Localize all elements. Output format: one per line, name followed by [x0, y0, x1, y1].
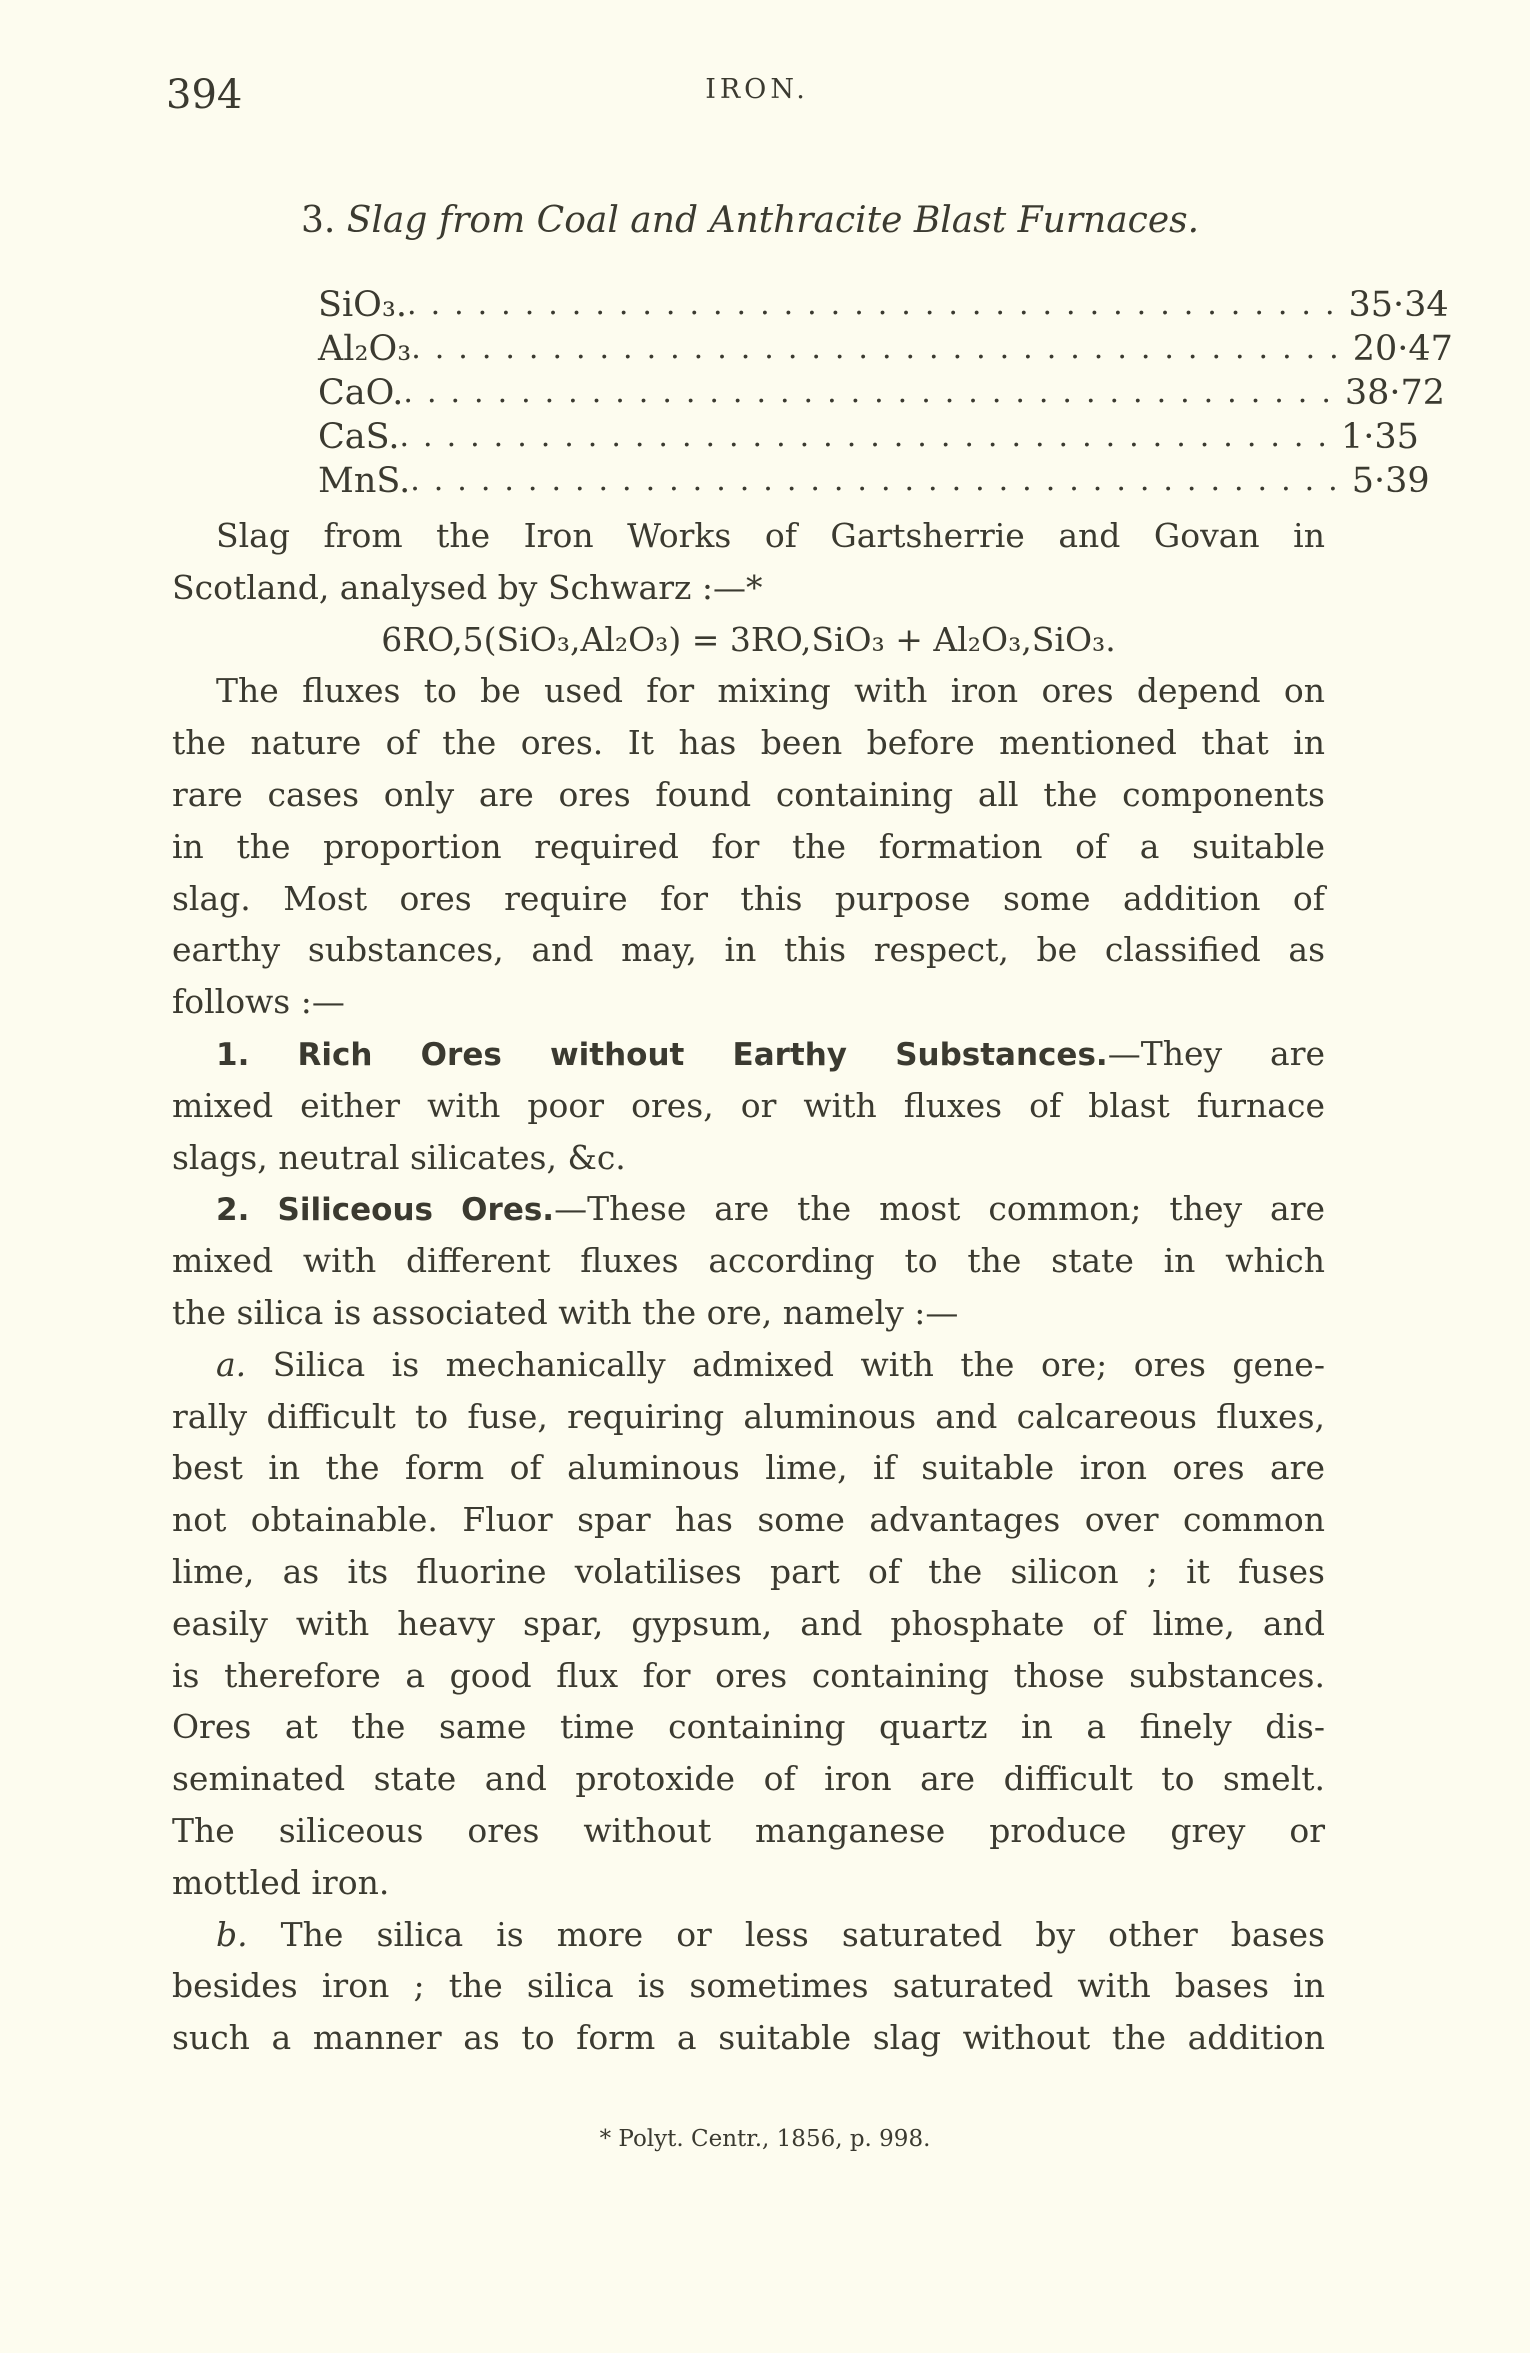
page-number: 394	[166, 72, 243, 118]
text-line	[172, 1235, 1325, 1287]
list-marker: a.	[216, 1344, 247, 1384]
text-line	[172, 924, 1325, 976]
section-title	[0, 200, 1500, 241]
running-head: IRON.	[705, 74, 809, 105]
text-line	[172, 1028, 1325, 1080]
line-text: mottled iron.	[172, 1862, 390, 1902]
line-text: rally difficult to fuse, requiring aluminous and calcareous fluxes,	[172, 1396, 1325, 1436]
analysis-row	[318, 415, 1419, 459]
analysis-row	[318, 283, 1449, 327]
text-line	[172, 1598, 1325, 1650]
dot-leader: ........................................	[411, 331, 1353, 366]
text-line	[172, 1650, 1325, 1702]
text-line	[172, 1287, 1325, 1339]
component-value: 35·34	[1348, 285, 1449, 325]
line-text: the nature of the ores. It has been before mentioned that in	[172, 723, 1325, 763]
text-line	[172, 1857, 1325, 1909]
text-line	[172, 873, 1325, 925]
body-text	[172, 510, 1325, 2064]
text-line	[172, 1080, 1325, 1132]
run-in-heading: 2. Siliceous Ores.	[216, 1192, 555, 1229]
text-line	[172, 976, 1325, 1028]
component-value: 20·47	[1352, 329, 1453, 369]
line-text: Silica is mechanically admixed with the ore; ores gene-	[246, 1344, 1325, 1384]
text-line	[172, 1805, 1325, 1857]
line-text: such a manner as to form a suitable slag without the addition	[172, 2018, 1325, 2058]
line-text: mixed with different fluxes according to the state in which	[172, 1241, 1325, 1281]
text-line	[172, 2012, 1325, 2064]
line-text: best in the form of aluminous lime, if suitable iron ores are	[172, 1448, 1325, 1488]
text-line	[172, 665, 1325, 717]
line-text: 6RO,5(SiO₃,Al₂O₃) = 3RO,SiO₃ + Al₂O₃,SiO₃.	[381, 619, 1116, 659]
component-name: Al₂O₃	[318, 329, 412, 369]
line-text: Slag from the Iron Works of Gartsherrie and Govan in	[216, 516, 1325, 555]
line-text: slag. Most ores require for this purpose some addition of	[172, 878, 1325, 918]
text-line	[172, 562, 1325, 614]
component-name: MnS.	[318, 461, 411, 501]
line-text: is therefore a good flux for ores containing those substances.	[172, 1655, 1325, 1695]
text-line	[172, 1960, 1325, 2012]
component-value: 1·35	[1340, 417, 1419, 457]
slag-analysis-table	[318, 283, 1453, 503]
line-text: rare cases only are ores found containing all the components	[172, 774, 1325, 814]
line-text: The siliceous ores without manganese produce grey or	[172, 1810, 1325, 1850]
line-text: seminated state and protoxide of iron are difficult to smelt.	[172, 1759, 1325, 1799]
text-line	[172, 821, 1325, 873]
line-text: the silica is associated with the ore, namely :—	[172, 1292, 959, 1332]
text-line	[172, 1909, 1325, 1961]
text-line	[172, 769, 1325, 821]
section-number: 3.	[300, 200, 336, 241]
text-line	[172, 717, 1325, 769]
text-line	[172, 1132, 1325, 1184]
text-line	[172, 1701, 1325, 1753]
dot-leader: ........................................	[407, 287, 1349, 322]
line-text: —They are	[1107, 1033, 1325, 1073]
component-value: 38·72	[1344, 373, 1446, 413]
text-line	[172, 1494, 1325, 1546]
line-text: Ores at the same time containing quartz in a finely dis-	[172, 1707, 1325, 1747]
line-text: follows :—	[172, 982, 345, 1022]
line-text: —These are the most common; they are	[554, 1189, 1326, 1229]
text-line	[172, 614, 1325, 666]
component-name: SiO₃.	[318, 285, 408, 325]
line-text: in the proportion required for the formation of a suitable	[172, 826, 1325, 866]
dot-leader: ........................................	[403, 375, 1345, 410]
line-text: Scotland, analysed by Schwarz :—*	[172, 567, 763, 607]
line-text: lime, as its fluorine volatilises part of the silicon ; it fuses	[172, 1551, 1325, 1591]
footnote: * Polyt. Centr., 1856, p. 998.	[599, 2126, 931, 2152]
line-text: The fluxes to be used for mixing with iron ores depend on	[216, 671, 1325, 711]
analysis-row	[318, 327, 1453, 371]
section-title-text: Slag from Coal and Anthracite Blast Furnaces.	[346, 200, 1200, 241]
list-marker: b.	[216, 1914, 248, 1954]
line-text: besides iron ; the silica is sometimes saturated with bases in	[172, 1966, 1325, 2006]
line-text: earthy substances, and may, in this respect, be classified as	[172, 930, 1325, 970]
text-line	[172, 1442, 1325, 1494]
text-line	[172, 1546, 1325, 1598]
text-line	[172, 1753, 1325, 1805]
component-value: 5·39	[1351, 461, 1430, 501]
analysis-row	[318, 459, 1430, 503]
run-in-heading: 1. Rich Ores without Earthy Substances.	[216, 1036, 1108, 1073]
dot-leader: ........................................	[399, 419, 1341, 454]
line-text: The silica is more or less saturated by other bases	[247, 1914, 1325, 1954]
line-text: not obtainable. Fluor spar has some advantages over common	[172, 1500, 1325, 1540]
text-line	[172, 1339, 1325, 1391]
analysis-row	[318, 371, 1446, 415]
text-line	[172, 1183, 1325, 1235]
line-text: mixed either with poor ores, or with fluxes of blast furnace	[172, 1085, 1325, 1125]
line-text: slags, neutral silicates, &c.	[172, 1137, 626, 1177]
dot-leader: ........................................	[410, 463, 1352, 498]
component-name: CaO.	[318, 373, 404, 413]
text-line	[172, 1391, 1325, 1443]
component-name: CaS.	[318, 417, 400, 457]
line-text: easily with heavy spar, gypsum, and phosphate of lime, and	[172, 1603, 1325, 1643]
text-line	[172, 510, 1325, 562]
